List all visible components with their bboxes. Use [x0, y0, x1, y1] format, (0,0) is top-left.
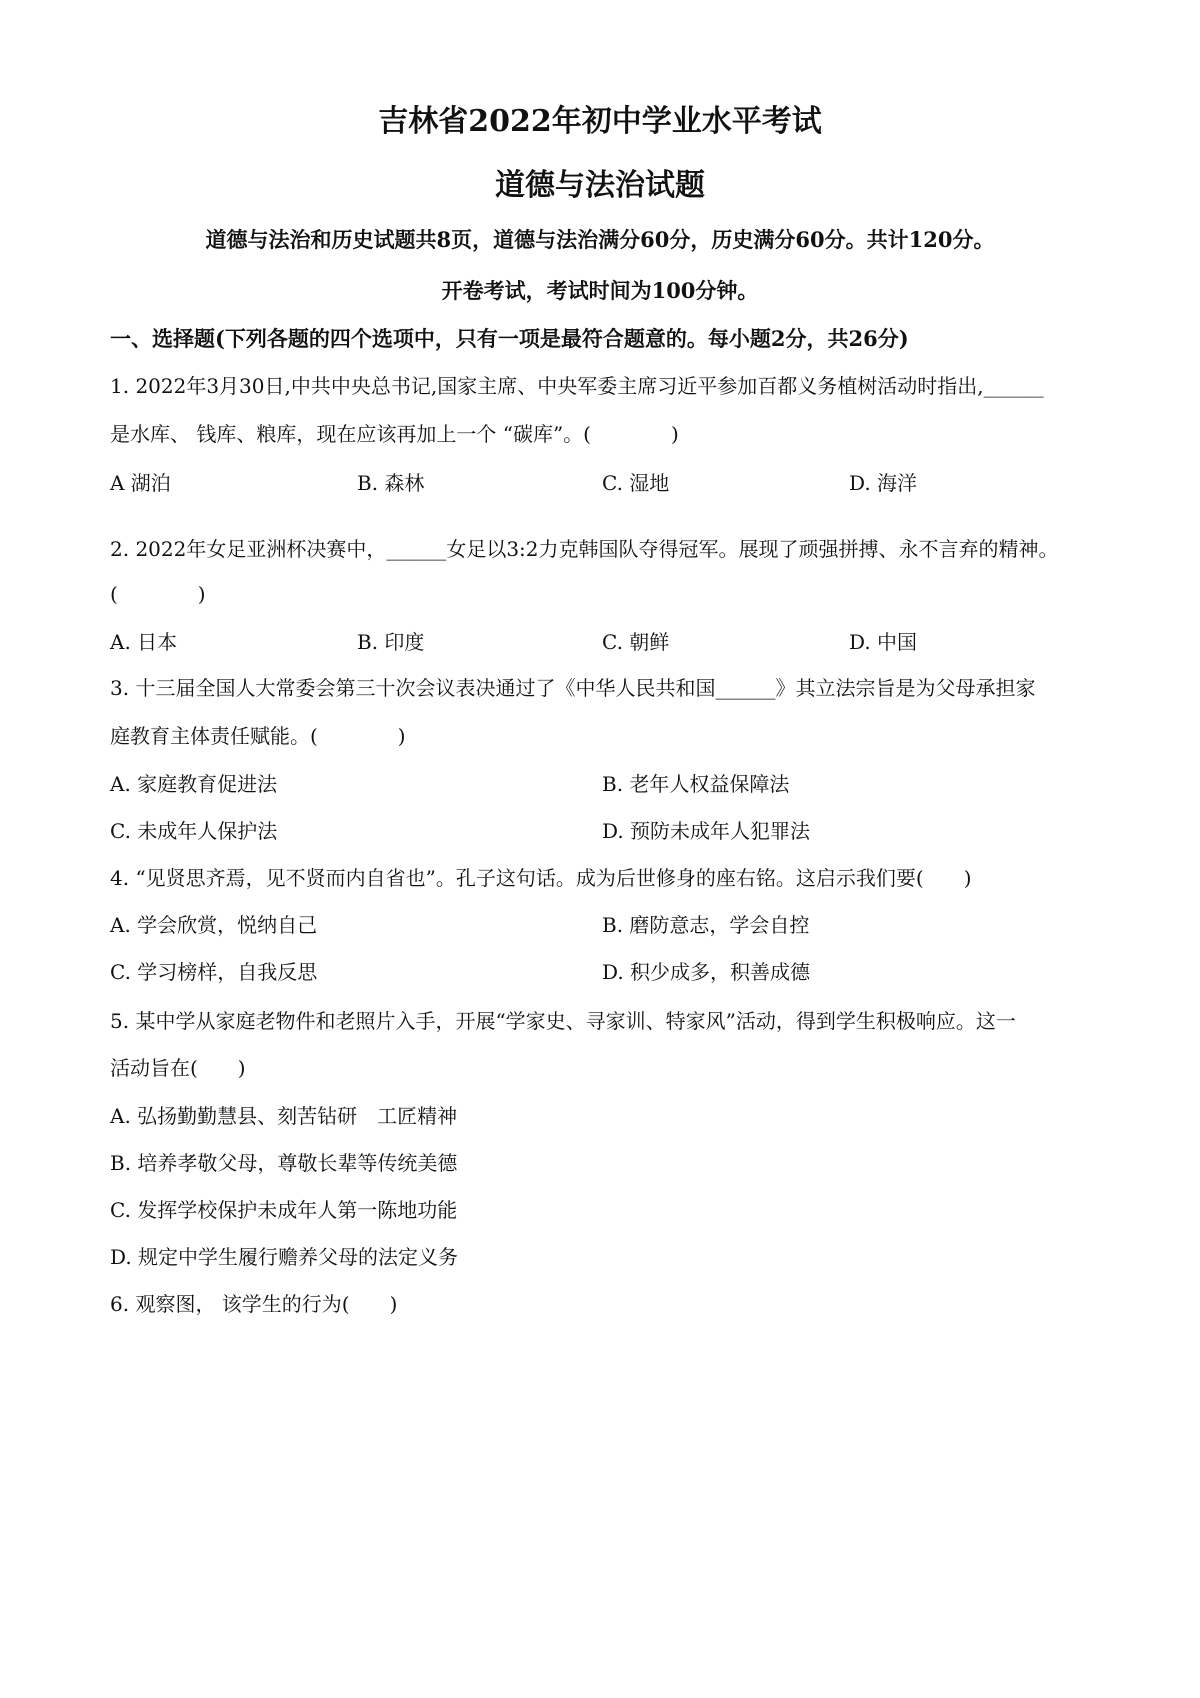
question-5-option-d: D. 规定中学生履行赡养父母的法定义务: [110, 1245, 459, 1269]
question-3-line-2: 庭教育主体责任赋能。( ): [110, 724, 406, 748]
question-2-option-d: D. 中国: [849, 630, 918, 654]
question-3-option-a: A. 家庭教育促进法: [110, 772, 278, 796]
question-5-line-1: 5. 某中学从家庭老物件和老照片入手，开展“学家史、寻家训、特家风”活动，得到学生积极响应。这一: [110, 1009, 1016, 1033]
question-1-option-b: B. 森林: [357, 471, 425, 495]
question-2-option-a: A. 日本: [110, 630, 178, 654]
question-2-line-1: 2. 2022年女足亚洲杯决赛中，______女足以3:2力克韩国队夺得冠军。展现了顽强拼搏、永不言弃的精神。: [110, 537, 1059, 561]
exam-info-line-1: 道德与法治和历史试题共8页，道德与法治满分60分，历史满分60分。共计120分。: [205, 227, 995, 252]
question-4-option-a: A. 学会欣赏，悦纳自己: [110, 913, 318, 937]
question-4-option-b: B. 磨防意志，学会自控: [602, 913, 810, 937]
question-6-line-1: 6. 观察图， 该学生的行为( ): [110, 1292, 398, 1316]
exam-subtitle: 道德与法治试题: [495, 168, 705, 203]
question-3-line-1: 3. 十三届全国人大常委会第三十次会议表决通过了《中华人民共和国______》其立法宗旨是为父母承担家: [110, 676, 1036, 700]
question-2-line-2: ( ): [110, 582, 206, 606]
question-4-option-d: D. 积少成多，积善成德: [602, 960, 811, 984]
question-5-option-a: A. 弘扬勤勤慧县、刻苦钻研 工匠精神: [110, 1104, 458, 1128]
section-heading: 一、选择题(下列各题的四个选项中，只有一项是最符合题意的。每小题2分，共26分): [110, 326, 909, 351]
question-3-option-c: C. 未成年人保护法: [110, 819, 278, 843]
question-1-option-a: A 湖泊: [110, 471, 171, 495]
question-5-option-c: C. 发挥学校保护未成年人第一陈地功能: [110, 1198, 458, 1222]
question-2-option-b: B. 印度: [357, 630, 425, 654]
question-2-option-c: C. 朝鲜: [602, 630, 670, 654]
exam-title: 吉林省2022年初中学业水平考试: [378, 104, 822, 139]
question-1-line-2: 是水库、 钱库、粮库，现在应该再加上一个 “碳库”。( ): [110, 422, 679, 446]
question-1-line-1: 1. 2022年3月30日,中共中央总书记,国家主席、中央军委主席习近平参加百都义务植树活动时指出,______: [110, 374, 1044, 398]
question-3-option-b: B. 老年人权益保障法: [602, 772, 790, 796]
question-5-line-2: 活动旨在( ): [110, 1056, 246, 1080]
exam-info-line-2: 开卷考试，考试时间为100分钟。: [441, 278, 759, 303]
question-3-option-d: D. 预防未成年人犯罪法: [602, 819, 811, 843]
question-1-option-c: C. 湿地: [602, 471, 670, 495]
question-5-option-b: B. 培养孝敬父母，尊敬长辈等传统美德: [110, 1151, 458, 1175]
question-4-line-1: 4. “见贤思齐焉，见不贤而内自省也”。孔子这句话。成为后世修身的座右铭。这启示我们要( ): [110, 866, 972, 890]
question-4-option-c: C. 学习榜样，自我反思: [110, 960, 318, 984]
question-1-option-d: D. 海洋: [849, 471, 918, 495]
